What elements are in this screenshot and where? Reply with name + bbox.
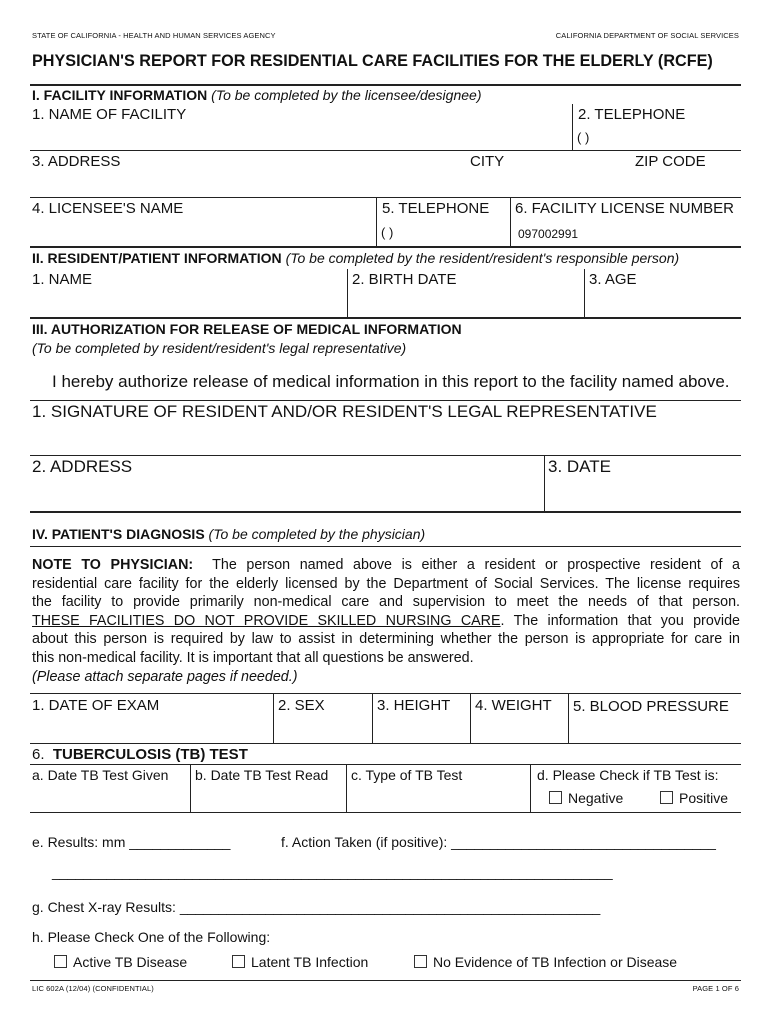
resident-name-label: 1. NAME [32, 271, 93, 288]
no-tb-option[interactable] [414, 954, 677, 970]
section1-note: (To be completed by the licensee/designee) [211, 87, 482, 103]
section2-heading: II. RESIDENT/PATIENT INFORMATION [32, 250, 282, 266]
row-rule [30, 197, 741, 198]
attach-note: (Please attach separate pages if needed.) [32, 668, 298, 685]
tb-heading-number: 6. [32, 746, 45, 763]
divider [544, 455, 545, 511]
divider [376, 197, 377, 246]
license-number-label: 6. FACILITY LICENSE NUMBER [515, 200, 734, 217]
physician-note-line: the facility to provide primarily non-medical care and supervision to meet the needs of that person. [32, 594, 740, 611]
row-rule [30, 764, 741, 765]
divider [190, 764, 191, 812]
licensee-telephone-label: 5. TELEPHONE [382, 200, 490, 217]
tb-test-type-label: c. Type of TB Test [351, 767, 463, 783]
physician-note-line [32, 556, 740, 575]
check-one-label: h. Please Check One of the Following: [32, 929, 271, 945]
facility-city-label: CITY [470, 153, 505, 170]
negative-label: Negative [568, 790, 624, 806]
note-text: . The information that you provide [500, 612, 740, 629]
tb-negative-option[interactable] [549, 790, 623, 806]
row-rule [30, 546, 741, 547]
divider [530, 764, 531, 812]
tb-results-line: e. Results: mm _____________ [32, 834, 231, 850]
row-rule [30, 400, 741, 401]
section4-header [32, 526, 425, 542]
facility-zip-label: ZIP CODE [635, 153, 706, 170]
divider [470, 693, 471, 743]
action-taken-line: f. Action Taken (if positive): __________________________________ [281, 834, 716, 850]
sex-label: 2. SEX [278, 697, 325, 714]
tb-result-check-label: d. Please Check if TB Test is: [537, 767, 719, 783]
facility-telephone-parens: ( ) [577, 130, 590, 145]
section4-note: (To be completed by the physician) [208, 526, 426, 542]
weight-label: 4. WEIGHT [475, 697, 552, 714]
agency-right: CALIFORNIA DEPARTMENT OF SOCIAL SERVICES [555, 31, 739, 40]
divider [572, 104, 573, 150]
section1-header [32, 87, 481, 103]
section3-rule [30, 317, 741, 319]
representative-address-label: 2. ADDRESS [32, 457, 133, 476]
facility-address-label: 3. ADDRESS [32, 153, 121, 170]
tb-date-read-label: b. Date TB Test Read [195, 767, 329, 783]
authorization-statement: I hereby authorize release of medical information in this report to the facility named above. [52, 372, 730, 391]
agency-left: STATE OF CALIFORNIA - HEALTH AND HUMAN SERVICES AGENCY [32, 31, 276, 40]
row-rule [30, 812, 741, 813]
note-label: NOTE TO PHYSICIAN: [32, 557, 194, 573]
height-label: 3. HEIGHT [377, 697, 451, 714]
divider [347, 269, 348, 317]
section3-heading: III. AUTHORIZATION FOR RELEASE OF MEDICAL INFORMATION [32, 321, 462, 337]
positive-label: Positive [679, 790, 729, 806]
section1-heading: I. FACILITY INFORMATION [32, 87, 208, 103]
latent-tb-option[interactable] [232, 954, 368, 970]
licensee-telephone-parens: ( ) [381, 225, 394, 240]
latent-tb-label: Latent TB Infection [251, 954, 369, 970]
physician-note-line: residential care facility for the elderly licensed by the Department of Social Services. The license requires [32, 575, 740, 592]
latent-tb-checkbox[interactable] [232, 955, 245, 968]
tb-test-header [32, 746, 248, 763]
divider [568, 693, 569, 743]
active-tb-checkbox[interactable] [54, 955, 67, 968]
section1-rule [30, 84, 741, 86]
signature-label: 1. SIGNATURE OF RESIDENT AND/OR RESIDENT'S LEGAL REPRESENTATIVE [32, 402, 657, 421]
no-tb-checkbox[interactable] [414, 955, 427, 968]
section2-rule [30, 246, 741, 248]
facility-name-label: 1. NAME OF FACILITY [32, 106, 187, 123]
divider [372, 693, 373, 743]
section4-heading: IV. PATIENT'S DIAGNOSIS [32, 526, 205, 542]
tb-positive-option[interactable] [660, 790, 728, 806]
form-id: LIC 602A (12/04) (CONFIDENTIAL) [32, 984, 154, 993]
row-rule [30, 743, 741, 744]
section2-note: (To be completed by the resident/resident's responsible person) [285, 250, 680, 266]
no-tb-label: No Evidence of TB Infection or Disease [433, 954, 678, 970]
signature-date-label: 3. DATE [548, 457, 611, 476]
form-title: PHYSICIAN'S REPORT FOR RESIDENTIAL CARE FACILITIES FOR THE ELDERLY (RCFE) [32, 52, 713, 70]
physician-note-line: about this person is required by law to assist in determining whether the person is appropriate for care in [32, 631, 740, 648]
row-rule [30, 455, 741, 456]
divider [510, 197, 511, 246]
facility-telephone-label: 2. TELEPHONE [578, 106, 686, 123]
tb-heading: TUBERCULOSIS (TB) TEST [52, 746, 248, 763]
active-tb-option[interactable] [54, 954, 187, 970]
divider [273, 693, 274, 743]
active-tb-label: Active TB Disease [73, 954, 188, 970]
tb-date-given-label: a. Date TB Test Given [32, 767, 169, 783]
section2-header [32, 250, 679, 266]
page-number: PAGE 1 OF 6 [692, 984, 739, 993]
positive-checkbox[interactable] [660, 791, 673, 804]
divider [346, 764, 347, 812]
note-text: The person named above is either a resident or prospective resident of a [212, 557, 740, 573]
license-number-value: 097002991 [518, 227, 579, 241]
negative-checkbox[interactable] [549, 791, 562, 804]
physician-note [32, 556, 740, 686]
section3-note: (To be completed by resident/resident's legal representative) [32, 340, 407, 356]
footer-rule [30, 980, 741, 981]
date-of-exam-label: 1. DATE OF EXAM [32, 697, 160, 714]
physician-note-line: this non-medical facility. It is important that all questions be answered. [32, 649, 474, 666]
section4-rule [30, 511, 741, 513]
blood-pressure-label: 5. BLOOD PRESSURE [573, 698, 729, 715]
physician-note-line [32, 612, 740, 631]
chest-xray-line: g. Chest X-ray Results: ______________________________________________________ [32, 899, 601, 915]
age-label: 3. AGE [589, 271, 637, 288]
birth-date-label: 2. BIRTH DATE [352, 271, 457, 288]
licensee-name-label: 4. LICENSEE'S NAME [32, 200, 184, 217]
row-rule [30, 693, 741, 694]
row-rule [30, 150, 741, 151]
skilled-nursing-warning: THESE FACILITIES DO NOT PROVIDE SKILLED NURSING CARE [32, 612, 501, 629]
action-taken-continuation: ________________________________________________________________________ [52, 864, 613, 880]
divider [584, 269, 585, 317]
